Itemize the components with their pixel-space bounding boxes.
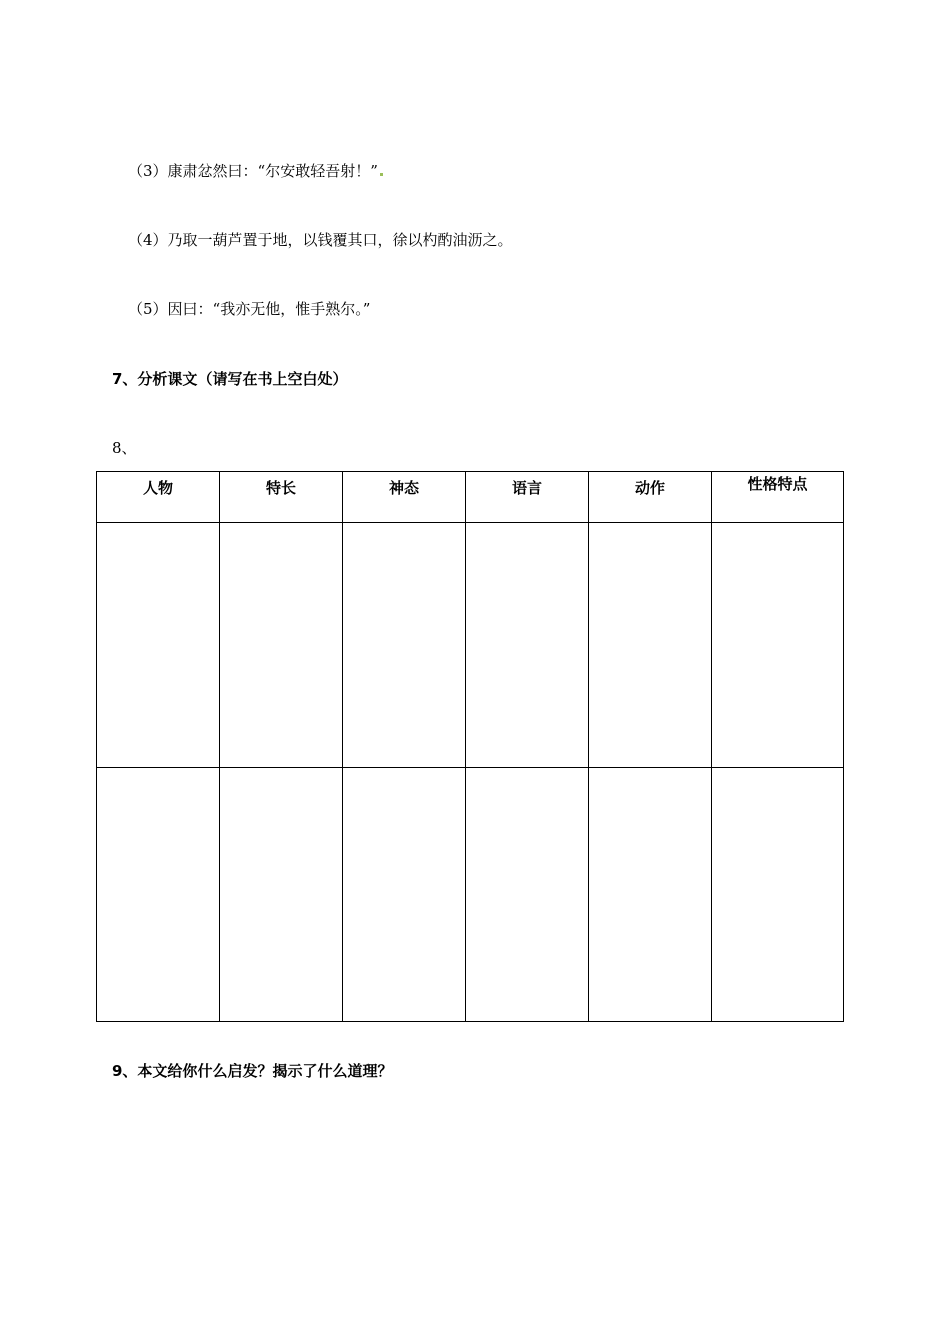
table-row xyxy=(97,523,844,768)
sentence-5-text: （5）因曰：“我亦无他，惟手熟尔。” xyxy=(128,300,371,318)
sentence-5 xyxy=(128,298,370,319)
table-cell[interactable] xyxy=(97,523,220,768)
edit-mark xyxy=(380,173,383,176)
table-cell[interactable] xyxy=(466,523,589,768)
table-header-row xyxy=(97,472,844,523)
sentence-3-text: （3）康肃忿然曰：“尔安敢轻吾射！” xyxy=(128,162,378,180)
table-cell[interactable] xyxy=(466,768,589,1022)
question-7: 7、分析课文（请写在书上空白处） xyxy=(112,370,348,388)
table-cell[interactable] xyxy=(712,523,844,768)
analysis-table xyxy=(96,471,844,1022)
header-speech: 语言 xyxy=(466,472,589,523)
table-cell[interactable] xyxy=(589,523,712,768)
table-cell[interactable] xyxy=(589,768,712,1022)
table-cell[interactable] xyxy=(343,523,466,768)
sentence-4-text: （4）乃取一葫芦置于地，以钱覆其口，徐以杓酌油沥之。 xyxy=(128,231,513,249)
header-character: 人物 xyxy=(97,472,220,523)
sentence-3 xyxy=(128,160,383,181)
table-cell[interactable] xyxy=(220,768,343,1022)
table-row xyxy=(97,768,844,1022)
header-personality: 性格特点 xyxy=(712,472,844,523)
question-9: 9、本文给你什么启发？揭示了什么道理？ xyxy=(112,1062,393,1080)
sentence-4 xyxy=(128,229,513,250)
table-cell[interactable] xyxy=(343,768,466,1022)
table-cell[interactable] xyxy=(220,523,343,768)
table-cell[interactable] xyxy=(712,768,844,1022)
table-cell[interactable] xyxy=(97,768,220,1022)
header-skill: 特长 xyxy=(220,472,343,523)
header-action: 动作 xyxy=(589,472,712,523)
header-expression: 神态 xyxy=(343,472,466,523)
question-8: 8、 xyxy=(112,439,137,457)
